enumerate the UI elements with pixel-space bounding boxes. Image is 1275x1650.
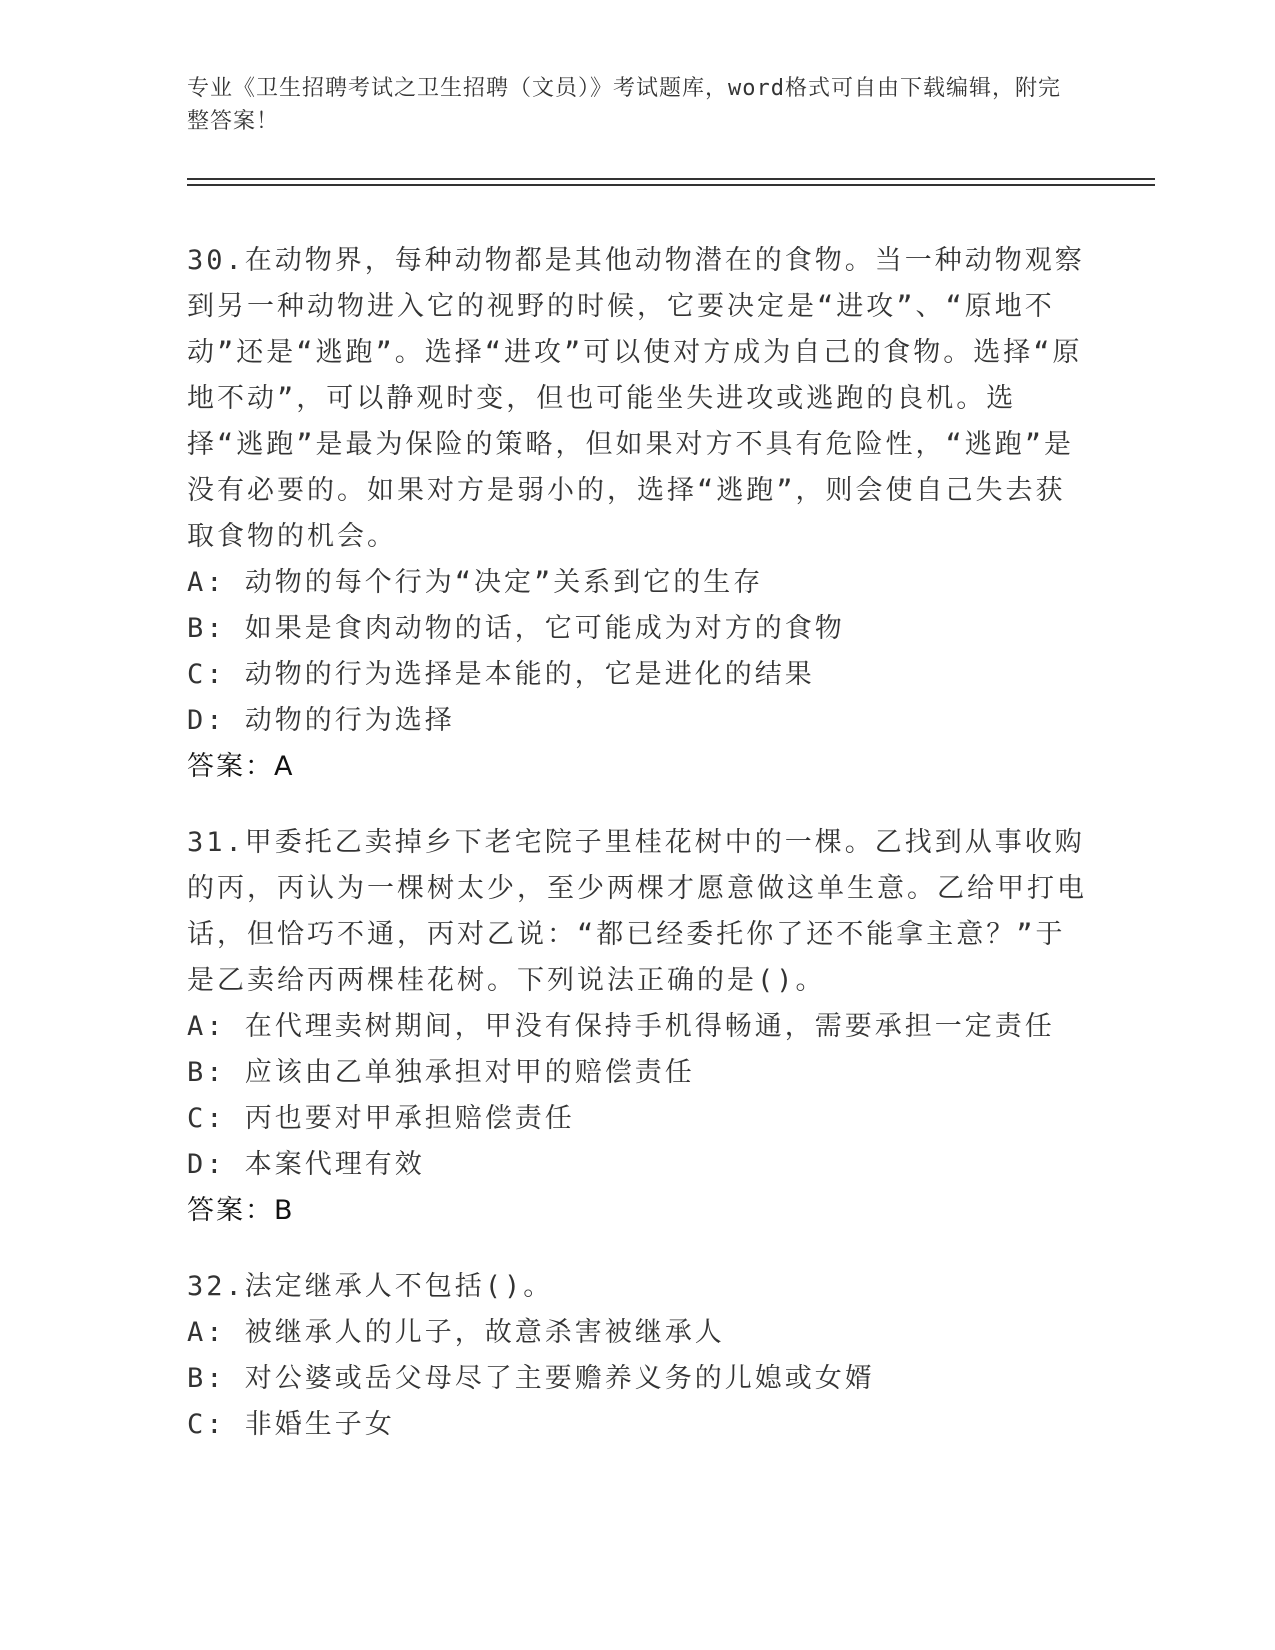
option-d: D: 本案代理有效 <box>187 1149 425 1180</box>
option-c: C: 丙也要对甲承担赔偿责任 <box>187 1103 575 1134</box>
question-30 <box>187 238 1087 790</box>
answer-line: 答案：B <box>187 1195 295 1226</box>
option-c: C: 非婚生子女 <box>187 1409 395 1440</box>
question-32 <box>187 1264 1087 1448</box>
question-stem: 31.甲委托乙卖掉乡下老宅院子里桂花树中的一棵。乙找到从事收购的丙，丙认为一棵树太少，至少两棵才愿意做这单生意。乙给甲打电话，但恰巧不通，丙对乙说：“都已经委托你了还不能拿主意？”于是乙卖给丙两棵桂花树。下列说法正确的是()。 <box>187 827 1087 996</box>
option-a: A: 被继承人的儿子，故意杀害被继承人 <box>187 1317 725 1348</box>
option-a: A: 在代理卖树期间，甲没有保持手机得畅通，需要承担一定责任 <box>187 1011 1055 1042</box>
answer-line: 答案：A <box>187 751 295 782</box>
option-c: C: 动物的行为选择是本能的，它是进化的结果 <box>187 659 815 690</box>
header-divider-top <box>187 178 1155 180</box>
option-a: A: 动物的每个行为“决定”关系到它的生存 <box>187 567 764 598</box>
header-divider-bottom <box>187 184 1155 186</box>
option-b: B: 应该由乙单独承担对甲的赔偿责任 <box>187 1057 695 1088</box>
question-31 <box>187 820 1087 1234</box>
option-b: B: 如果是食肉动物的话，它可能成为对方的食物 <box>187 613 845 644</box>
question-stem: 32.法定继承人不包括()。 <box>187 1271 554 1302</box>
question-stem: 30.在动物界，每种动物都是其他动物潜在的食物。当一种动物观察到另一种动物进入它的视野的时候，它要决定是“进攻”、“原地不动”还是“逃跑”。选择“进攻”可以使对方成为自己的食物。选择“原地不动”，可以静观时变，但也可能坐失进攻或逃跑的良机。选择“逃跑”是最为保险的策略，但如果对方不具有危险性，“逃跑”是没有必要的。如果对方是弱小的，选择“逃跑”，则会使自己失去获取食物的机会。 <box>187 245 1085 552</box>
option-d: D: 动物的行为选择 <box>187 705 455 736</box>
question-list <box>187 238 1087 1478</box>
option-b: B: 对公婆或岳父母尽了主要赡养义务的儿媳或女婿 <box>187 1363 875 1394</box>
document-header: 专业《卫生招聘考试之卫生招聘（文员）》考试题库，word格式可自由下载编辑，附完整答案！ <box>187 76 1061 134</box>
